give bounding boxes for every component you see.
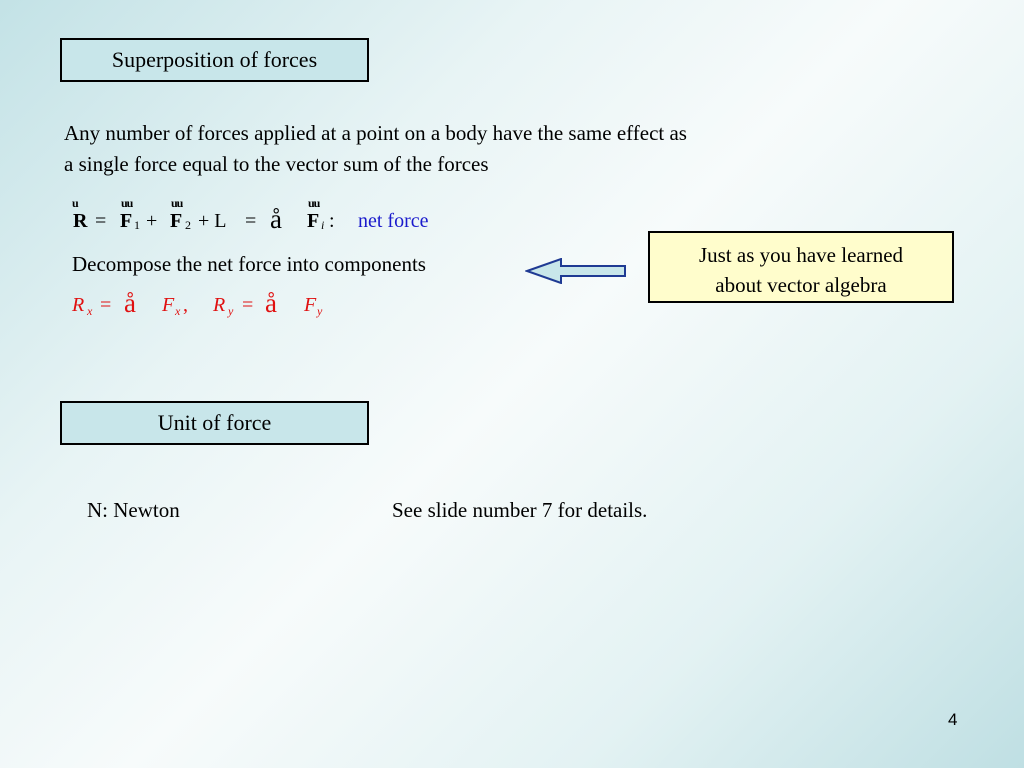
- intro-paragraph: [64, 118, 864, 180]
- subscript-2: 2: [185, 218, 191, 232]
- note-line-1: Just as you have learned: [698, 243, 904, 267]
- plus-ellipsis: + L: [198, 210, 227, 232]
- symbol-f2: F: [170, 210, 183, 232]
- details-text: See slide number 7 for details.: [392, 498, 648, 522]
- section-title-unit-of-force: Unit of force: [60, 401, 369, 445]
- colon: :: [329, 210, 335, 232]
- intro-line-2: a single force equal to the vector sum of the forces: [64, 152, 489, 176]
- net-force-label: net force: [358, 210, 429, 232]
- section-title-superposition: Superposition of forces: [60, 38, 369, 82]
- subscript-1: 1: [134, 218, 140, 232]
- component-equation: [72, 290, 372, 330]
- summation-symbol: å: [265, 288, 277, 318]
- symbol-ry: R: [213, 294, 226, 316]
- vector-mark-f2: uu: [171, 196, 183, 210]
- equals-sign: =: [245, 210, 257, 232]
- symbol-r: R: [73, 210, 88, 232]
- subscript-x: x: [87, 304, 93, 318]
- summation-symbol: å: [270, 204, 282, 234]
- summation-symbol: å: [124, 288, 136, 318]
- plus-sign: +: [146, 210, 158, 232]
- equals-sign: =: [95, 210, 107, 232]
- note-line-2: about vector algebra: [715, 273, 887, 297]
- symbol-fx: F: [162, 294, 175, 316]
- symbol-f1: F: [120, 210, 133, 232]
- symbol-rx: R: [72, 294, 85, 316]
- comma: ,: [183, 294, 188, 316]
- decompose-text: Decompose the net force into components: [72, 252, 426, 276]
- vector-mark-r: u: [72, 196, 78, 210]
- subscript-x: x: [175, 304, 181, 318]
- note-box: [648, 231, 954, 303]
- vector-mark-fi: uu: [308, 196, 320, 210]
- subscript-i: i: [321, 218, 325, 232]
- equals-sign: =: [242, 294, 254, 316]
- page-number: 4: [948, 710, 958, 729]
- subscript-y: y: [228, 304, 234, 318]
- equals-sign: =: [100, 294, 112, 316]
- net-force-equation: [72, 196, 472, 246]
- left-arrow-icon: [525, 258, 629, 284]
- intro-line-1: Any number of forces applied at a point on a body have the same effect as: [64, 121, 687, 145]
- vector-mark-f1: uu: [121, 196, 133, 210]
- symbol-fi: F: [307, 210, 320, 232]
- symbol-fy: F: [304, 294, 317, 316]
- subscript-y: y: [317, 304, 323, 318]
- unit-text: N: Newton: [87, 498, 180, 522]
